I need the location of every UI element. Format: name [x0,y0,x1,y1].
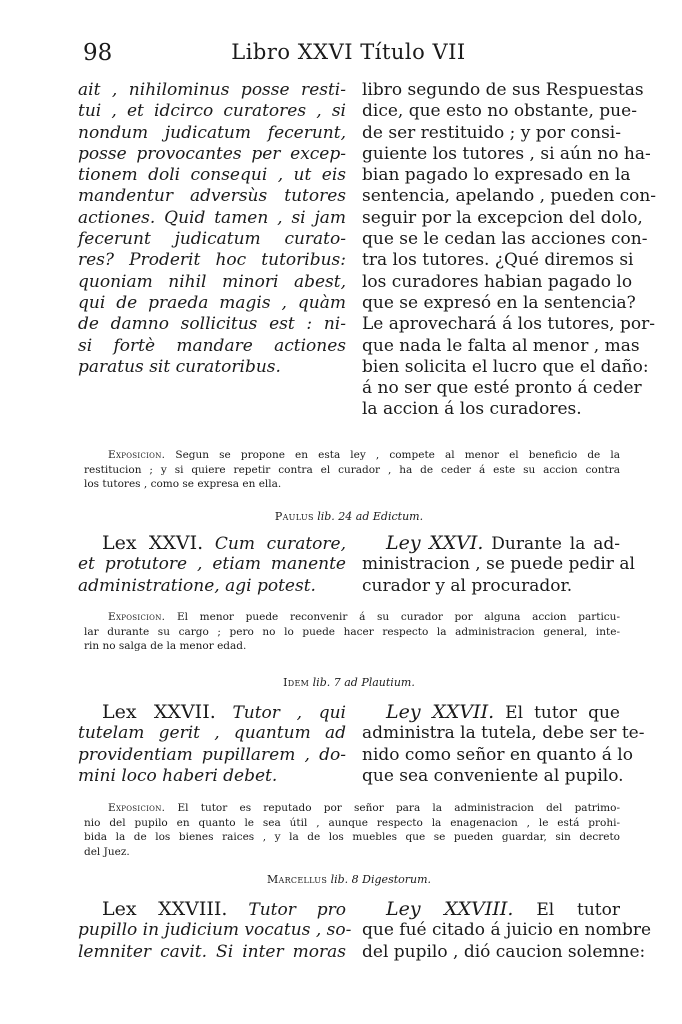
latin-line: et protutore , etiam manente [78,554,346,575]
note-line: rin no salga de la menor edad. [84,640,247,652]
lex-label: Lex XXVI. [102,532,204,554]
latin-text: Cum curatore, [214,534,347,554]
note-text: El tutor es reputado por señor para la administracion del patrimo- [177,802,620,814]
spanish-line: á no ser que esté pronto á ceder [362,378,642,399]
spanish-line: la accion á los curadores. [362,399,582,420]
running-title: Libro XXVI Título VII [231,40,466,64]
lex-label: Lex XXVII. [102,701,216,723]
latin-line: mini loco haberi debet. [78,765,278,786]
spanish-line: los curadores habian pagado lo [362,271,633,292]
latin-line: tutelam gerit , quantum ad [78,723,346,744]
spanish-line: bian pagado lo expresado en la [362,165,631,186]
spanish-text: El tutor [536,900,620,920]
spanish-column-1 [362,80,657,421]
latin-text: Tutor pro [248,900,346,920]
spanish-line: Le aprovechará á los tutores, por- [362,314,655,335]
spanish-column-3 [362,701,645,787]
source-citation-4 [78,873,620,889]
latin-column-3 [78,702,346,787]
spanish-line: bien solicita el lucro que el daño: [362,356,649,377]
latin-line: tui , et idcirco curatores , si [78,101,346,122]
spanish-line: nido como señor en quanto á lo [362,744,633,765]
exposicion-label: Exposicion. [108,611,166,623]
latin-line: nondum judicatum fecerunt, [78,122,346,143]
lex-label: Lex XXVIII. [102,898,228,920]
running-header [75,40,622,74]
latin-column-1 [78,80,346,378]
spanish-line: que fué citado á juicio en nombre [362,920,652,941]
latin-column-2 [78,533,346,597]
ley-label: Ley XXVI. [386,532,484,554]
source-reference: lib. 8 Digestorum. [330,873,432,886]
note-line: nio del pupilo en quanto le sea útil , aunque respecto la enagenacion , le está prohi- [84,816,620,829]
spanish-column-4 [362,898,652,963]
latin-line: providentiam pupillarem , do- [78,744,346,765]
spanish-line: seguir por la excepcion del dolo, [362,207,643,228]
exposicion-label: Exposicion. [108,449,166,461]
source-reference: lib. 24 ad Edictum. [317,510,424,523]
note-text: Segun se propone en esta ley , compete al menor el beneficio de la [175,449,620,461]
latin-line: administratione, agi potest. [78,575,316,596]
source-author: Paulus [274,510,314,523]
spanish-line: que sea conveniente al pupilo. [362,765,624,786]
note-line: bida la de los bienes raices , y la de los muebles que se pueden guardar, sin decreto [84,831,620,843]
spanish-line: dice, que esto no obstante, pue- [362,101,637,122]
spanish-column-2 [362,532,635,597]
spanish-line: curador y al procurador. [362,575,573,596]
source-citation-2 [78,510,620,526]
spanish-line: que se le cedan las acciones con- [362,229,648,250]
exposicion-note-2 [84,610,620,654]
ley-label: Ley XXVIII. [386,898,514,920]
latin-line: posse provocantes per excep- [78,143,346,164]
latin-line: paratus sit curatoribus. [78,356,281,377]
latin-line: tionem doli consequi , ut eis [78,165,346,186]
latin-line: pupillo in judicium vocatus , so- [78,920,352,941]
spanish-line: guiente los tutores , si aún no ha- [362,143,651,164]
exposicion-label: Exposicion. [108,802,166,814]
source-author: Idem [283,676,310,689]
latin-line: actiones. Quid tamen , si jam [78,207,346,228]
latin-line: fecerunt judicatum curato- [78,229,346,250]
spanish-line: de ser restituido ; y por consi- [362,122,621,143]
spanish-line: tra los tutores. ¿Qué diremos si [362,250,634,271]
source-reference: lib. 7 ad Plautium. [312,676,415,689]
spanish-line: libro segundo de sus Respuestas [362,80,644,100]
source-author: Marcellus [266,873,328,886]
source-citation-3 [78,676,620,692]
spanish-line: que nada le falta al menor , mas [362,335,640,356]
latin-column-4 [78,898,352,963]
latin-line: res? Proderit hoc tutoribus: [78,250,346,271]
spanish-line: ministracion , se puede pedir al [362,554,635,575]
note-line: del Juez. [84,845,130,858]
exposicion-note-3 [84,801,620,859]
latin-line: ait , nihilominus posse resti- [78,80,346,100]
page-number: 98 [83,40,113,66]
exposicion-note-1 [84,448,620,492]
spanish-line: sentencia, apelando , pueden con- [362,186,657,207]
latin-line: si fortè mandare actiones [78,335,346,356]
note-line: restitucion ; y si quiere repetir contra el curador , ha de ceder á este su accion contra [84,463,620,476]
ley-label: Ley XXVII. [386,701,495,723]
spanish-line: administra la tutela, debe ser te- [362,723,645,744]
latin-line: mandentur adversùs tutores [78,186,346,207]
note-line: lar durante su cargo ; pero no lo puede hacer respecto la administracion general, inte- [84,625,620,638]
note-text: El menor puede reconvenir á su curador por alguna accion particu- [176,611,620,623]
spanish-text: El tutor que [505,703,620,723]
latin-line: lemniter cavit. Si inter moras [78,941,346,962]
latin-line: de damno sollicitus est : ni- [78,314,346,335]
spanish-line: del pupilo , dió caucion solemne: [362,941,646,962]
note-line: los tutores , como se expresa en ella. [84,478,282,490]
latin-line: qui de praeda magis , quàm [78,292,346,313]
spanish-text: Durante la ad- [491,534,620,554]
latin-text: Tutor , qui [232,703,346,723]
spanish-line: que se expresó en la sentencia? [362,292,636,313]
latin-line: quoniam nihil minori abest, [78,271,346,292]
